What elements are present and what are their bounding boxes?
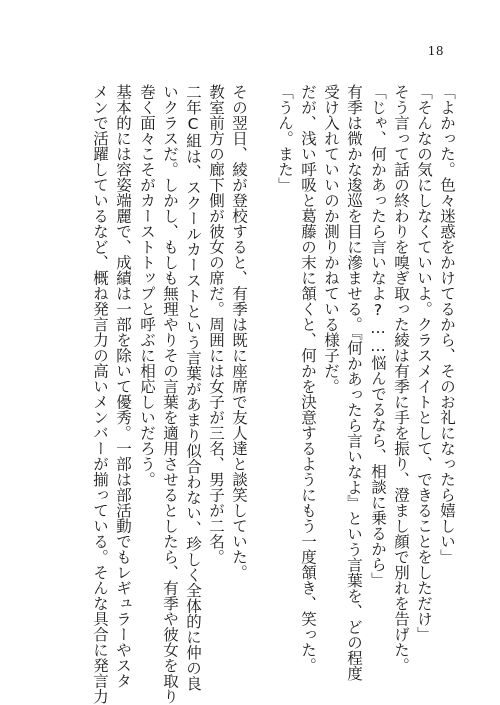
text-column-4: 「じゃ、何かあったら言いなよ?……悩んでるなら、相談に乗るから」 [369,84,387,588]
text-column-7: だが、浅い呼吸と葛藤の末に頷くと、何かを決意するようにもう一度頷き、笑った。 [299,84,317,673]
text-column-10: その翌日、綾が登校すると、有季は既に座席で友人達と談笑していた。 [230,84,248,580]
text-column-2: 「そんなの気にしなくていいよ。クラスメイトとして、できることをしただけ」 [415,84,433,642]
text-column-16: メンで活躍しているなど、概ね発言力の高いメンバーが揃っている。そんな具合に発言力 [91,84,109,704]
text-column-3: そう言って話の終わりを嗅ぎ取った綾は有季に手を振り、澄まし顔で別れを告げた。 [392,84,410,673]
text-column-5: 有季は微かな逡巡を目に滲ませる。『何かあったら言いなよ』という言葉を、どの程度 [345,84,363,681]
page-number: 18 [427,44,444,58]
text-column-14: 巻く面々こそがカーストトップと呼ぶに相応しいだろう。 [138,84,156,487]
text-column-11: 教室前方の廊下側が彼女の席だ。周囲には女子が三名、男子が二名。 [207,84,225,565]
text-column-8: 「うん。また」 [276,84,294,193]
text-column-6: 受け入れていいのか測りかねている様子だ。 [322,84,340,394]
text-column-13: いクラスだ。しかし、もしも無理やりその言葉を適用させるとしたら、有季や彼女を取り [161,84,179,704]
text-column-1: 「よかった。色々迷惑をかけてるから、そのお礼になったら嬉しい」 [438,84,456,565]
text-column-12: 二年C組は、スクールカーストという言葉があまり似合わない、珍しく全体的に仲の良 [184,84,202,691]
text-column-15: 基本的には容姿端麗で、成績は一部を除いて優秀。一部は部活動でもレギュラーやスタ [114,84,132,689]
